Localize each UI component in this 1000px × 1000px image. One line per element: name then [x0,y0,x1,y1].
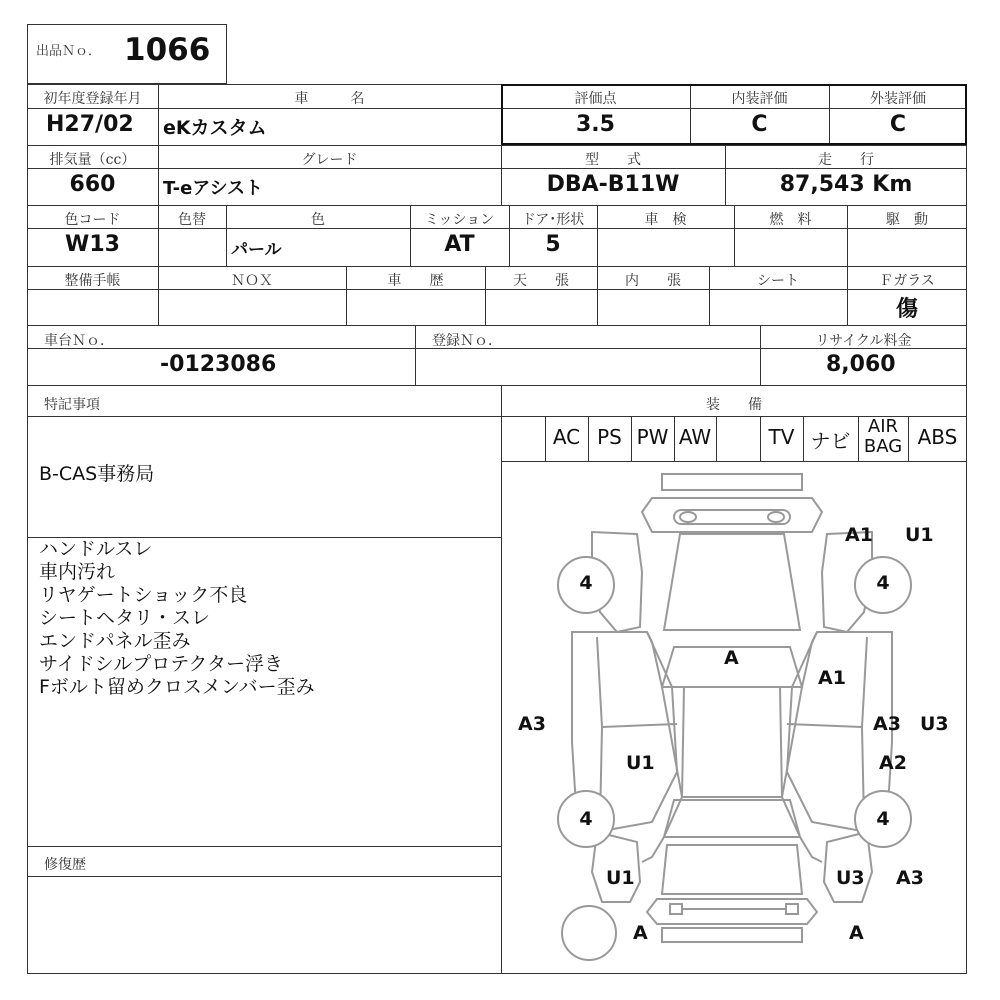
damage-mark: U3 [836,867,865,889]
interior-value: C [751,112,768,137]
equip-ps: PS [597,425,622,449]
equip-pw: PW [636,425,669,449]
damage-mark: A [849,922,864,944]
interior-label: 内装評価 [731,91,788,107]
damage-mark: A3 [518,713,546,735]
color-value: パール [231,240,282,260]
repair-label: 修復歴 [44,857,86,873]
equip-ac: AC [552,425,581,449]
maintenance-label: 整備手帳 [64,273,121,289]
tire-rear-left: 4 [579,808,593,830]
exterior-value: C [889,112,907,137]
drive-label: 駆 動 [886,212,928,228]
grade-value: T-eアシスト [163,178,264,199]
history-label: 車 歴 [387,273,444,289]
reg-value: H27/02 [46,112,134,137]
equip-navi: ナビ [810,429,851,453]
score-label: 評価点 [574,91,617,107]
damage-mark: A3 [873,713,901,735]
model-value: DBA-B11W [546,172,680,197]
equip-airbag-1: AIR [867,416,899,437]
glass-label: Ｆガラス [879,273,935,289]
damage-mark: A [633,922,648,944]
grade-label: グレード [301,152,358,168]
equipment-label: 装 備 [706,397,762,413]
model-label: 型 式 [585,152,641,168]
damage-mark: A1 [845,524,873,546]
fuel-label: 燃 料 [769,212,812,228]
note-item: シートヘタリ・スレ [39,607,211,629]
color-code-label: 色コード [64,212,121,228]
damage-mark: U3 [920,713,949,735]
mileage-label: 走 行 [818,152,874,168]
note-item: サイドシルプロテクター浮き [39,653,284,675]
nox-label: ＮＯＸ [231,273,273,289]
mileage-value: 87,543 Km [779,172,913,197]
damage-mark: U1 [606,867,635,889]
registration-label: 登録Ｎｏ． [432,333,502,349]
note-item: ハンドルスレ [39,538,153,560]
notes-line-1: B-CAS事務局 [39,463,155,485]
chassis-label: 車台Ｎｏ． [44,333,114,349]
seat-label: シート [757,273,799,289]
damage-mark: A2 [879,752,907,774]
door-label: ドア･形状 [521,212,585,228]
lot-label: 出品Ｎｏ． [36,44,102,59]
score-value: 3.5 [576,112,615,137]
note-item: 車内汚れ [39,561,116,583]
interior-trim-label: 内 張 [625,273,681,289]
note-item: エンドパネル歪み [39,630,191,652]
inspection-label: 車 検 [644,212,687,228]
glass-value: 傷 [895,296,918,322]
recycle-label: リサイクル料金 [815,333,912,349]
name-label: 車 名 [294,91,365,107]
equip-tv: TV [768,425,795,449]
displacement-value: 660 [69,172,116,197]
exterior-label: 外装評価 [870,91,926,107]
equip-airbag-2: BAG [863,436,903,457]
note-item: リヤゲートショック不良 [39,584,248,606]
color-change-label: 色替 [178,212,206,228]
tire-front-left: 4 [579,572,593,594]
damage-mark: A [724,647,739,669]
recycle-value: 8,060 [826,352,896,377]
equip-abs: ABS [917,425,958,449]
door-value: 5 [545,232,561,257]
reg-label: 初年度登録年月 [43,91,142,107]
notes-label: 特記事項 [44,397,100,413]
displacement-label: 排気量（cc） [49,152,136,168]
damage-mark: U1 [905,524,934,546]
name-value: eKカスタム [163,117,267,139]
roof-label: 天 張 [513,273,569,289]
mission-label: ミッション [424,212,495,228]
color-code-value: W13 [65,232,120,257]
tire-front-right: 4 [876,572,890,594]
mission-value: AT [444,232,475,257]
damage-mark: A3 [896,867,924,889]
chassis-value: -0123086 [160,352,277,377]
equip-aw: AW [678,425,712,449]
color-label: 色 [311,212,325,228]
lot-number: 1066 [124,32,211,68]
note-item: Fボルト留めクロスメンバー歪み [39,676,315,698]
tire-rear-right: 4 [876,808,890,830]
damage-mark: U1 [626,752,655,774]
damage-mark: A1 [818,667,846,689]
